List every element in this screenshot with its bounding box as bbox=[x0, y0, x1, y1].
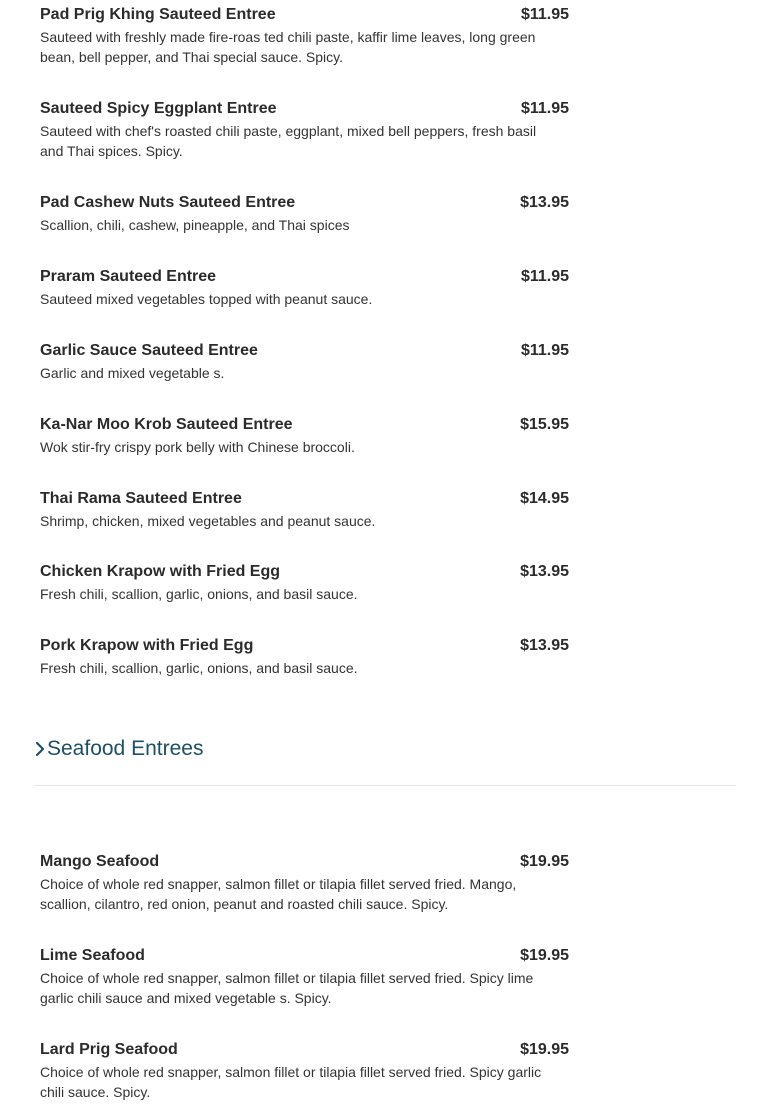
menu-item bbox=[40, 414, 569, 488]
menu-item-price: $15.95 bbox=[520, 416, 569, 433]
menu-item-header bbox=[40, 98, 569, 119]
menu-item-description: Garlic and mixed vegetable s. bbox=[40, 365, 225, 381]
menu-item-header bbox=[40, 945, 569, 966]
menu-item-description: Scallion, chili, cashew, pineapple, and Thai spices bbox=[40, 217, 350, 233]
section-header-seafood[interactable] bbox=[34, 734, 736, 786]
menu-item bbox=[40, 851, 569, 945]
menu-item-description: Wok stir-fry crispy pork belly with Chinese broccoli. bbox=[40, 439, 355, 455]
menu-item bbox=[40, 488, 569, 561]
menu-item bbox=[40, 945, 569, 1039]
menu-item bbox=[40, 98, 569, 192]
menu-item-name: Lime Seafood bbox=[40, 947, 145, 964]
menu-item-name: Pad Cashew Nuts Sauteed Entree bbox=[40, 194, 296, 211]
menu-item-description: Shrimp, chicken, mixed vegetables and peanut sauce. bbox=[40, 513, 376, 529]
section-title[interactable]: Seafood Entrees bbox=[47, 737, 204, 760]
menu-item-price: $13.95 bbox=[520, 637, 569, 654]
menu-item bbox=[40, 340, 569, 414]
menu-item-name: Praram Sauteed Entree bbox=[40, 268, 217, 285]
menu-item-header bbox=[40, 4, 569, 25]
menu-item-header bbox=[40, 488, 569, 509]
menu-item-price: $13.95 bbox=[520, 194, 569, 211]
menu-item-header bbox=[40, 1039, 569, 1060]
menu-item-price: $13.95 bbox=[520, 563, 569, 580]
menu-item-description: Sauteed with chef's roasted chili paste, eggplant, mixed bell peppers, fresh basil and Thai spices. Spicy. bbox=[40, 123, 537, 159]
menu-item-header bbox=[40, 851, 569, 872]
menu-item-description: Sauteed with freshly made fire-roas ted chili paste, kaffir lime leaves, long green bean, bell pepper, and Thai special sauce. Spicy. bbox=[40, 29, 536, 65]
menu-item-description: Choice of whole red snapper, salmon fillet or tilapia fillet served fried. Spicy garlic chili sauce. Spicy. bbox=[40, 1064, 542, 1100]
menu-item-header bbox=[40, 635, 569, 656]
menu-item bbox=[40, 4, 569, 98]
menu-item-description: Fresh chili, scallion, garlic, onions, and basil sauce. bbox=[40, 660, 358, 676]
menu-item bbox=[40, 266, 569, 340]
menu-list-sauteed bbox=[40, 4, 569, 709]
menu-item-price: $19.95 bbox=[520, 853, 569, 870]
menu-item-description: Choice of whole red snapper, salmon fillet or tilapia fillet served fried. Mango, scallion, cilantro, red onion, peanut and roasted chili sauce. Spicy. bbox=[40, 876, 517, 912]
menu-item-name: Pad Prig Khing Sauteed Entree bbox=[40, 6, 276, 23]
menu-item-header bbox=[40, 561, 569, 582]
menu-item-name: Garlic Sauce Sauteed Entree bbox=[40, 342, 258, 359]
menu-item bbox=[40, 561, 569, 635]
menu-list-seafood bbox=[40, 851, 569, 1113]
menu-item-price: $11.95 bbox=[520, 268, 569, 285]
menu-item bbox=[40, 635, 569, 709]
menu-item-price: $14.95 bbox=[520, 490, 569, 507]
menu-item bbox=[40, 1039, 569, 1113]
menu-item-price: $11.95 bbox=[520, 6, 569, 23]
menu-item-description: Sauteed mixed vegetables topped with peanut sauce. bbox=[40, 291, 373, 307]
menu-item-header bbox=[40, 414, 569, 435]
menu-item bbox=[40, 192, 569, 266]
chevron-right-icon bbox=[34, 739, 46, 759]
menu-item-description: Fresh chili, scallion, garlic, onions, and basil sauce. bbox=[40, 586, 358, 602]
menu-item-name: Lard Prig Seafood bbox=[40, 1041, 178, 1058]
menu-item-name: Ka-Nar Moo Krob Sauteed Entree bbox=[40, 416, 293, 433]
menu-item-description: Choice of whole red snapper, salmon fillet or tilapia fillet served fried. Spicy lime garlic chili sauce and mixed vegetable s. Spicy. bbox=[40, 970, 534, 1006]
menu-item-name: Chicken Krapow with Fried Egg bbox=[40, 563, 281, 580]
menu-item-price: $19.95 bbox=[520, 947, 569, 964]
menu-item-name: Pork Krapow with Fried Egg bbox=[40, 637, 254, 654]
menu-item-header bbox=[40, 192, 569, 213]
menu-item-price: $19.95 bbox=[520, 1041, 569, 1058]
menu-item-name: Sauteed Spicy Eggplant Entree bbox=[40, 100, 277, 117]
menu-item-price: $11.95 bbox=[520, 100, 569, 117]
menu-item-name: Thai Rama Sauteed Entree bbox=[40, 490, 242, 507]
menu-item-price: $11.95 bbox=[520, 342, 569, 359]
menu-item-header bbox=[40, 266, 569, 287]
menu-item-name: Mango Seafood bbox=[40, 853, 160, 870]
menu-item-header bbox=[40, 340, 569, 361]
